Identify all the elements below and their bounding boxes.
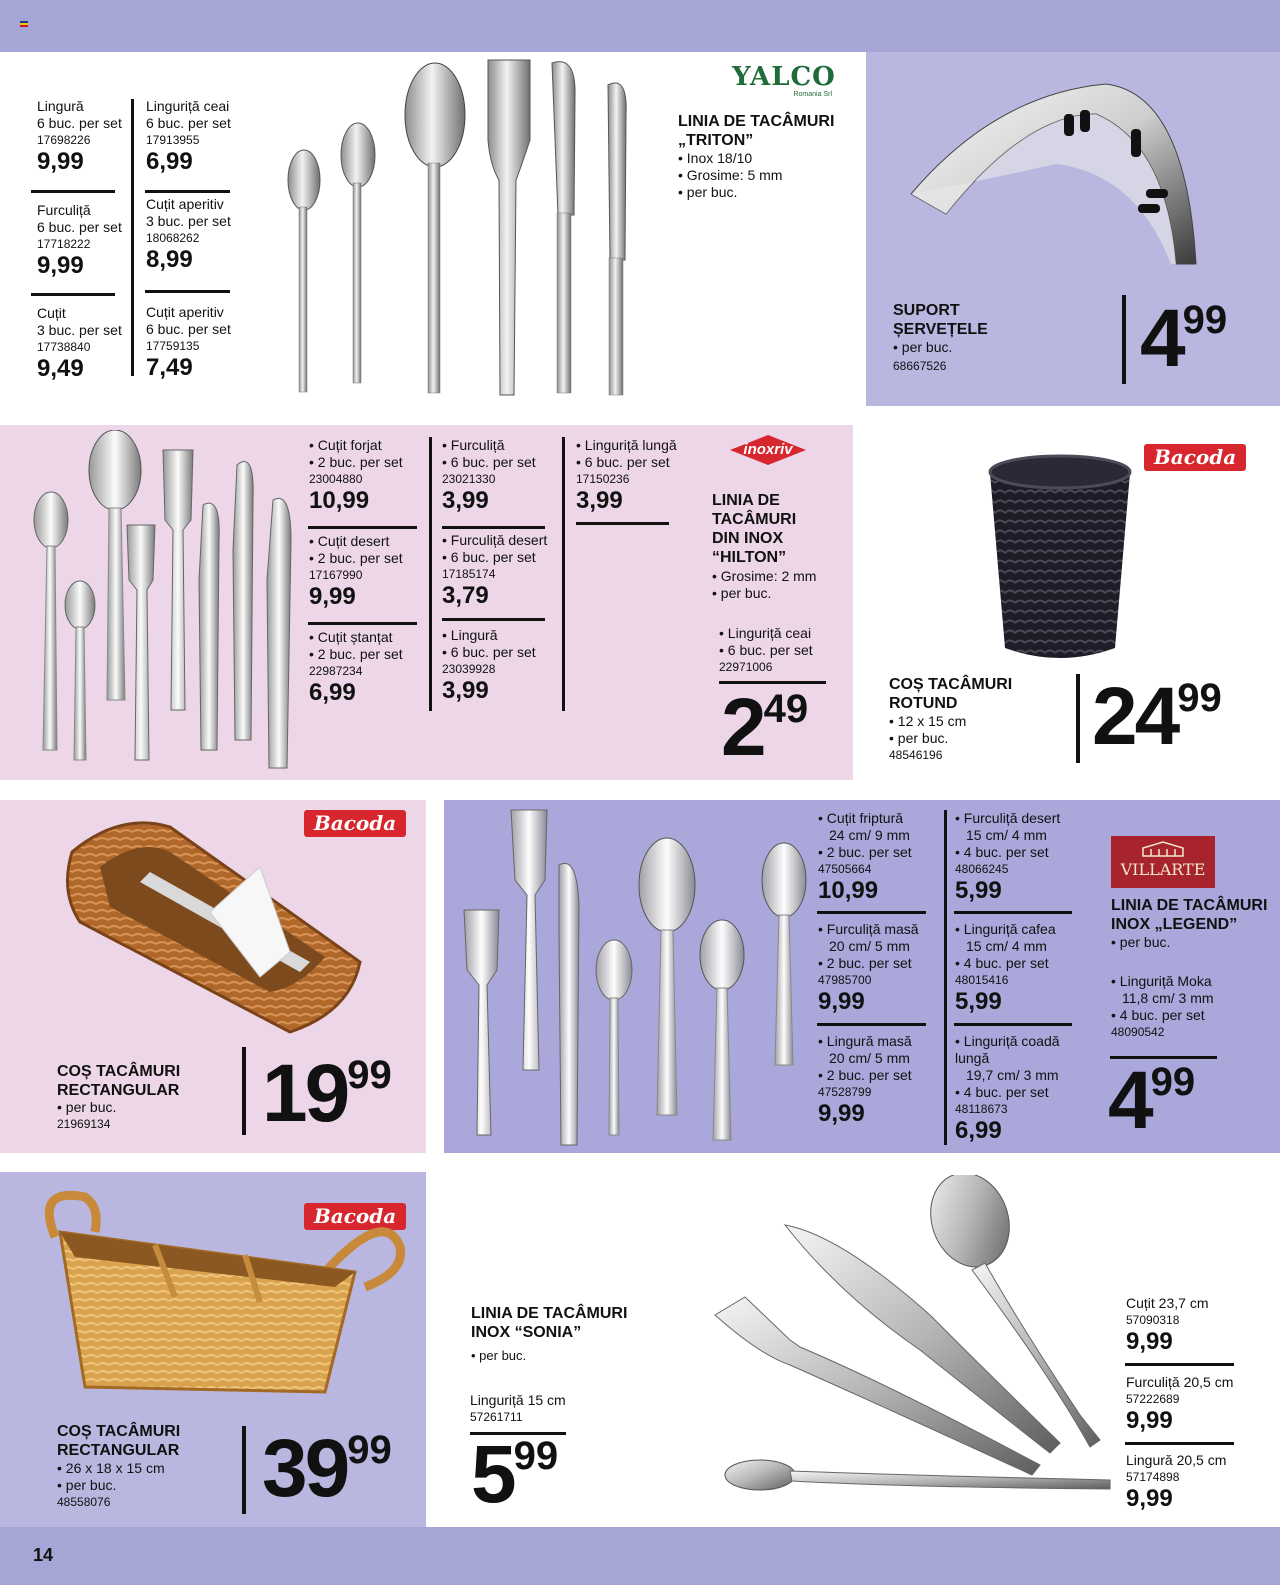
legend-item-2: [818, 921, 938, 1016]
rect-basket2-image: [25, 1177, 405, 1407]
item-price: 9,99: [818, 1100, 865, 1127]
item-name: • Linguriță Moka: [1111, 973, 1212, 989]
item-name: • Lingură: [442, 627, 498, 643]
item-name: • Cuțit friptură: [818, 810, 904, 826]
item-price: 3,99: [442, 487, 489, 514]
divider: [1125, 1363, 1234, 1366]
item-qty: 6 buc. per set: [146, 321, 231, 337]
divider: [817, 1023, 926, 1026]
item-code: 47985700: [818, 973, 872, 987]
item-qty: 3 buc. per set: [146, 213, 231, 229]
item-qty: 3 buc. per set: [37, 322, 122, 338]
flag-icon: [20, 21, 28, 27]
item-price: 9,99: [37, 252, 84, 279]
sonia-item-2: [1126, 1374, 1256, 1435]
legend-item-1: [818, 810, 938, 905]
hilton-item-7: [576, 437, 696, 515]
legend-title: LINIA DE TACÂMURI INOX „LEGEND”: [1111, 897, 1268, 933]
item-qty: • 6 buc. per set: [576, 454, 670, 470]
item-qty: • 6 buc. per set: [719, 642, 813, 658]
item-qty: • 4 buc. per set: [1111, 1007, 1205, 1023]
item-name: • Linguriță ceai: [719, 625, 812, 641]
napkin-holder-image: [906, 74, 1206, 274]
divider: [242, 1047, 246, 1135]
item-name: Lingură: [37, 98, 84, 114]
divider: [131, 99, 134, 376]
rect-basket2-price: 3999: [262, 1423, 392, 1514]
divider: [308, 622, 417, 625]
divider: [954, 911, 1072, 914]
item-name: Cuțit: [37, 305, 66, 321]
sonia-title: LINIA DE TACÂMURI INOX “SONIA”: [471, 1305, 628, 1341]
item-price: 9,99: [309, 583, 356, 610]
item-qty: 6 buc. per set: [146, 115, 231, 131]
item-name: Lingură 20,5 cm: [1126, 1452, 1227, 1468]
item-name: Cuțit aperitiv: [146, 304, 224, 320]
header-band: [0, 0, 1280, 52]
yalco-logo: YALCO Romania Srl: [732, 62, 836, 98]
item-name: Linguriță 15 cm: [470, 1392, 566, 1408]
item-name: • Furculiță desert: [442, 532, 548, 548]
item-name: • Furculiță: [442, 437, 505, 453]
hilton-item-5: [442, 532, 562, 610]
item-price: 6,99: [309, 679, 356, 706]
triton-specs: • Inox 18/10 • Grosime: 5 mm • per buc.: [678, 150, 783, 200]
item-code: 17759135: [146, 339, 200, 353]
divider: [817, 911, 926, 914]
item-code: 23039928: [442, 662, 496, 676]
sonia-item-3: [1126, 1452, 1256, 1513]
divider: [442, 618, 545, 621]
item-size: 24 cm/ 9 mm: [829, 827, 910, 843]
hilton-cutlery-image: [25, 430, 305, 775]
item-name: Furculiță: [37, 202, 91, 218]
item-name: • Lingură masă: [818, 1033, 912, 1049]
divider: [145, 190, 230, 193]
divider: [1125, 1442, 1234, 1445]
item-code: 17167990: [309, 568, 363, 582]
item-name: • Linguriță cafea: [955, 921, 1056, 937]
item-code: 23021330: [442, 472, 496, 486]
item-name: Cuțit 23,7 cm: [1126, 1295, 1209, 1311]
item-name: • Cuțit desert: [309, 533, 390, 549]
hilton-item-2: [309, 533, 424, 611]
sonia-cutlery-image: [700, 1175, 1120, 1525]
item-price: 9,99: [1126, 1407, 1173, 1434]
item-qty: • 6 buc. per set: [442, 549, 536, 565]
item-size: 20 cm/ 5 mm: [829, 1050, 910, 1066]
item-name: • Furculiță masă: [818, 921, 919, 937]
item-name: • Cuțit ștanțat: [309, 629, 393, 645]
item-qty: • 6 buc. per set: [442, 644, 536, 660]
hilton-item-3: [309, 629, 424, 707]
hilton-title: LINIA DE TACÂMURI DIN INOX “HILTON”: [712, 492, 797, 566]
item-price: 6,99: [955, 1117, 1002, 1144]
item-qty: • 2 buc. per set: [818, 844, 912, 860]
item-price: 5,99: [955, 877, 1002, 904]
item-qty: • 2 buc. per set: [309, 550, 403, 566]
legend-item-4: [955, 810, 1080, 905]
rect-basket1-title: COȘ TACÂMURI RECTANGULAR: [57, 1063, 181, 1099]
item-code: 17698226: [37, 133, 91, 147]
hilton-panel: [0, 425, 853, 780]
item-qty: • 4 buc. per set: [955, 955, 1049, 971]
item-qty: • 4 buc. per set: [955, 1084, 1049, 1100]
napkin-price: 499: [1140, 293, 1228, 384]
hilton-item-6: [442, 627, 562, 705]
item-code: 47505664: [818, 862, 872, 876]
rect-basket1-specs: • per buc. 21969134: [57, 1099, 117, 1131]
hilton-specs: • Grosime: 2 mm • per buc.: [712, 568, 817, 601]
item-qty: 6 buc. per set: [37, 115, 122, 131]
napkin-holder-panel: [866, 52, 1280, 406]
item-price: 9,49: [37, 355, 84, 382]
item-price: 3,99: [576, 487, 623, 514]
sonia-featured-price: 599: [471, 1429, 559, 1520]
divider: [242, 1426, 246, 1514]
rect-basket2-title: COȘ TACÂMURI RECTANGULAR: [57, 1423, 181, 1459]
legend-item-6: [955, 1033, 1075, 1145]
item-code: 17738840: [37, 340, 91, 354]
bacoda-logo: Bacoda: [304, 810, 406, 837]
inoxriv-logo: inoxriv: [728, 433, 808, 467]
item-code: 48118673: [955, 1102, 1008, 1116]
triton-item-6: [146, 304, 241, 382]
item-code: 48090542: [1111, 1025, 1165, 1039]
divider: [442, 526, 545, 529]
rect-basket1-price: 1999: [262, 1048, 392, 1139]
item-price: 5,99: [955, 988, 1002, 1015]
hilton-item-4: [442, 437, 562, 515]
divider: [145, 290, 230, 293]
item-price: 9,99: [1126, 1328, 1173, 1355]
sonia-spec: • per buc.: [471, 1348, 527, 1363]
item-code: 57261711: [470, 1410, 523, 1424]
round-basket-image: [985, 448, 1135, 663]
napkin-code: 68667526: [893, 359, 947, 373]
divider: [954, 1023, 1072, 1026]
item-price: 3,99: [442, 677, 489, 704]
item-code: 48015416: [955, 973, 1009, 987]
item-name: • Linguriță coadă lungă: [955, 1033, 1060, 1066]
item-code: 57222689: [1126, 1392, 1180, 1406]
item-code: 17150236: [576, 472, 630, 486]
sonia-featured-item: [470, 1392, 600, 1425]
item-price: 9,99: [818, 988, 865, 1015]
sonia-item-1: [1126, 1295, 1256, 1356]
legend-panel: [444, 800, 1280, 1153]
item-code: 57090318: [1126, 1313, 1180, 1327]
rect-basket2-specs: • 26 x 18 x 15 cm • per buc. 48558076: [57, 1460, 165, 1509]
item-code: 22987234: [309, 664, 363, 678]
item-size: 20 cm/ 5 mm: [829, 938, 910, 954]
divider: [562, 437, 565, 711]
item-size: 15 cm/ 4 mm: [966, 938, 1047, 954]
item-code: 17185174: [442, 567, 496, 581]
round-basket-price: 2499: [1092, 671, 1222, 762]
item-size: 19,7 cm/ 3 mm: [966, 1067, 1059, 1083]
divider: [31, 190, 115, 193]
item-price: 10,99: [309, 487, 370, 514]
triton-item-2: [37, 202, 127, 280]
item-code: 48066245: [955, 862, 1009, 876]
triton-item-1: [37, 98, 127, 176]
triton-item-4: [146, 98, 241, 176]
legend-item-5: [955, 921, 1080, 1016]
item-price: 9,99: [37, 148, 84, 175]
item-qty: • 6 buc. per set: [442, 454, 536, 470]
item-price: 10,99: [818, 877, 879, 904]
triton-cutlery-image: [280, 55, 650, 400]
triton-item-5: [146, 196, 241, 274]
bacoda-logo: Bacoda: [1144, 444, 1246, 471]
item-name: Linguriță ceai: [146, 98, 230, 114]
item-name: Cuțit aperitiv: [146, 196, 224, 212]
legend-item-3: [818, 1033, 938, 1128]
villarte-logo: VILLARTE: [1111, 836, 1215, 888]
item-code: 22971006: [719, 660, 773, 674]
legend-spec: • per buc.: [1111, 934, 1171, 950]
item-qty: • 4 buc. per set: [955, 844, 1049, 860]
item-qty: • 2 buc. per set: [309, 454, 403, 470]
rect-basket1-image: [60, 812, 370, 1047]
legend-featured-item: [1111, 973, 1241, 1040]
bacoda-logo: Bacoda: [304, 1203, 406, 1230]
rect-basket1-panel: [0, 800, 426, 1153]
rect-basket2-panel: [0, 1172, 426, 1527]
item-price: 9,99: [1126, 1485, 1173, 1512]
divider: [1122, 295, 1126, 384]
item-price: 3,79: [442, 582, 489, 609]
item-code: 23004880: [309, 472, 363, 486]
item-price: 7,49: [146, 354, 193, 381]
item-size: 11,8 cm/ 3 mm: [1122, 990, 1214, 1006]
round-basket-specs: • 12 x 15 cm • per buc. 48546196: [889, 713, 967, 762]
hilton-item-1: [309, 437, 424, 515]
item-code: 17913955: [146, 133, 200, 147]
legend-cutlery-image: [459, 805, 819, 1150]
item-price: 8,99: [146, 246, 193, 273]
item-name: • Cuțit forjat: [309, 437, 382, 453]
divider: [1076, 674, 1080, 763]
divider: [944, 810, 947, 1145]
divider: [308, 526, 417, 529]
napkin-title: SUPORT ȘERVEȚELE: [893, 302, 988, 338]
round-basket-title: COȘ TACÂMURI ROTUND: [889, 676, 1013, 712]
item-code: 18068262: [146, 231, 200, 245]
footer-band: [0, 1527, 1280, 1585]
item-price: 6,99: [146, 148, 193, 175]
item-qty: • 2 buc. per set: [818, 955, 912, 971]
item-qty: • 2 buc. per set: [309, 646, 403, 662]
item-code: 47528799: [818, 1085, 872, 1099]
item-name: • Linguriță lungă: [576, 437, 677, 453]
divider: [576, 522, 669, 525]
hilton-featured-item: [719, 625, 839, 675]
item-code: 17718222: [37, 237, 91, 251]
divider: [31, 293, 115, 296]
triton-item-3: [37, 305, 127, 383]
triton-title: LINIA DE TACÂMURI „TRITON”: [678, 113, 835, 149]
item-qty: • 2 buc. per set: [818, 1067, 912, 1083]
divider: [429, 437, 432, 711]
item-name: Furculiță 20,5 cm: [1126, 1374, 1234, 1390]
item-code: 57174898: [1126, 1470, 1180, 1484]
item-qty: 6 buc. per set: [37, 219, 122, 235]
page-number: 14: [33, 1545, 54, 1565]
legend-featured-price: 499: [1108, 1055, 1196, 1146]
napkin-spec: • per buc.: [893, 339, 953, 355]
item-name: • Furculiță desert: [955, 810, 1061, 826]
item-size: 15 cm/ 4 mm: [966, 827, 1047, 843]
hilton-featured-price: 249: [721, 682, 809, 773]
